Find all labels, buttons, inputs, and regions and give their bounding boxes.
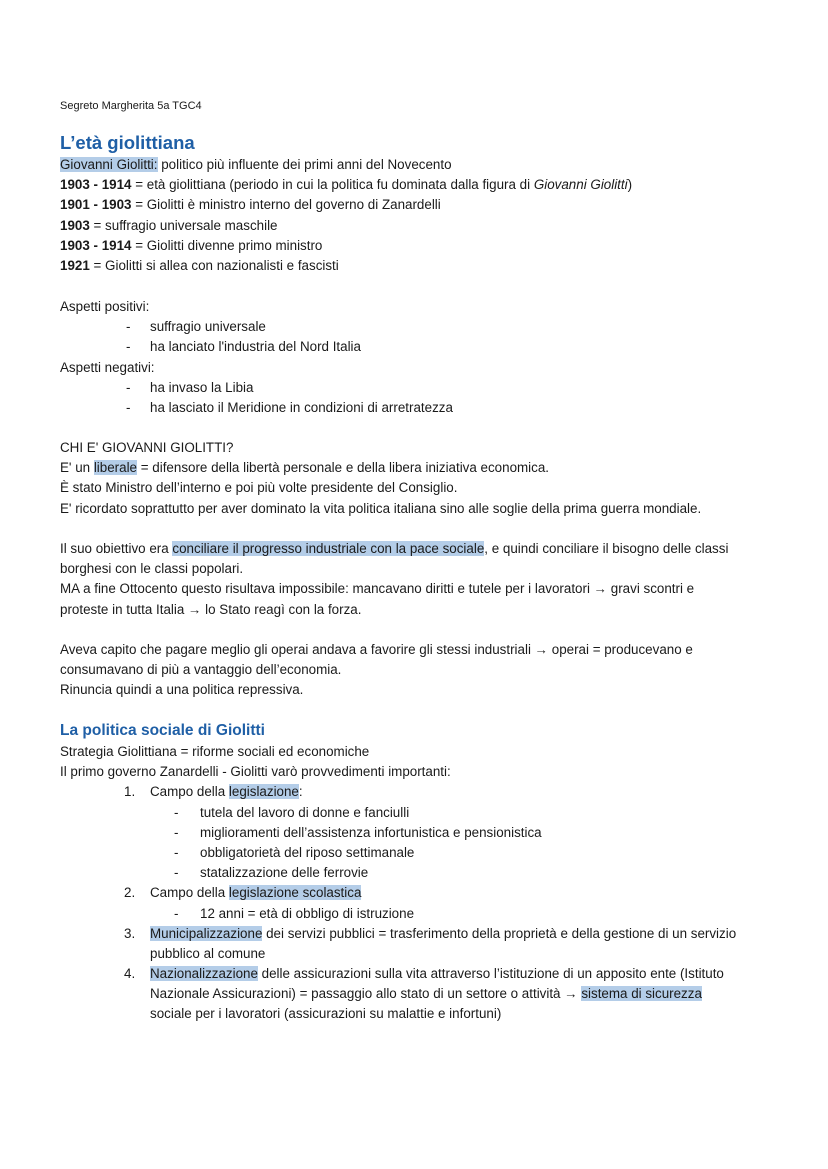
timeline-item: [60, 195, 788, 215]
numbered-item: [60, 924, 788, 944]
paragraph-line: [60, 458, 788, 478]
highlight: Giovanni Giolitti:: [60, 157, 158, 172]
author-line: Segreto Margherita 5a TGC4: [60, 100, 202, 112]
list-item: [60, 337, 788, 357]
text: Campo della: [150, 784, 229, 800]
highlight: Nazionalizzazione: [150, 966, 258, 982]
list-item: [60, 378, 788, 398]
text: ha lanciato l'industria del Nord Italia: [150, 339, 361, 355]
text: Nazionale Assicurazioni) = passaggio allo stato di un settore o attività →: [150, 986, 582, 1002]
dash: -: [126, 319, 131, 335]
paragraph-line: È stato Ministro dell’interno e poi più volte presidente del Consiglio.: [60, 480, 458, 496]
text: = Giolitti si allea con nazionalisti e fascisti: [89, 257, 339, 273]
item-continuation: pubblico al comune: [150, 945, 266, 961]
dash: -: [174, 865, 179, 881]
dash: -: [126, 339, 131, 355]
text: miglioramenti dell’assistenza infortunistica e pensionistica: [200, 824, 542, 840]
timeline-item: [60, 175, 788, 195]
date: 1903 - 1914: [60, 177, 132, 193]
highlight: sistema di sicurezza: [581, 986, 702, 1002]
text: E' un: [60, 460, 94, 476]
text: dei servizi pubblici = trasferimento della proprietà e della gestione di un servizio: [262, 925, 737, 941]
highlight: legislazione scolastica: [228, 885, 362, 901]
list-item: [60, 317, 788, 337]
date: 1903 - 1914: [60, 237, 132, 253]
sub-item: [60, 843, 788, 863]
paragraph-line: borghesi con le classi popolari.: [60, 561, 244, 577]
text: ): [627, 177, 633, 193]
paragraph-line: Aveva capito che pagare meglio gli operai andava a favorire gli stessi industriali → operai = producevano e: [60, 642, 693, 657]
timeline-item: [60, 216, 788, 236]
paragraph-line: [60, 539, 788, 559]
date: 1901 - 1903: [60, 197, 132, 213]
highlight: Municipalizzazione: [150, 925, 263, 941]
item-number: 3.: [124, 925, 136, 941]
highlight: liberale: [93, 460, 138, 476]
sub-item: [60, 863, 788, 883]
who-section: [60, 438, 788, 519]
paragraph-line: Strategia Giolittiana = riforme sociali ed economiche: [60, 744, 370, 759]
text: Campo della: [150, 885, 229, 901]
page-title: L’età giolittiana: [60, 132, 195, 153]
text: delle assicurazioni sulla vita attraverso l’istituzione di un apposito ente (Istituto: [257, 966, 724, 982]
aspects: [60, 297, 788, 418]
item-continuation: sociale per i lavoratori (assicurazioni su malattie e infortuni): [150, 1006, 502, 1022]
paragraph-line: MA a fine Ottocento questo risultava impossibile: mancavano diritti e tutele per i lavoratori → gravi scontri e: [60, 581, 695, 597]
section-title: La politica sociale di Giolitti: [60, 722, 265, 739]
numbered-item: [60, 964, 788, 984]
highlight: legislazione: [228, 784, 299, 800]
dash: -: [174, 804, 179, 820]
text: ha lasciato il Meridione in condizioni di arretratezza: [150, 399, 453, 415]
text: suffragio universale: [150, 319, 266, 335]
dash: -: [174, 844, 179, 860]
timeline-item: [60, 236, 788, 256]
date: 1903: [60, 217, 90, 233]
item-number: 2.: [124, 885, 136, 901]
understood-section: [60, 640, 788, 701]
highlight: conciliare il progresso industriale con la pace sociale: [172, 541, 485, 556]
paragraph-line: Il primo governo Zanardelli - Giolitti varò provvedimenti importanti:: [60, 764, 451, 780]
list-item: [60, 398, 788, 418]
text: :: [298, 784, 303, 800]
text: = difensore della libertà personale e della libera iniziativa economica.: [137, 460, 550, 476]
text: obbligatorietà del riposo settimanale: [200, 844, 415, 860]
paragraph-line: E' ricordato soprattutto per aver dominato la vita politica italiana sino alle soglie della prima guerra mondiale.: [60, 500, 702, 516]
text: , e quindi conciliare il bisogno delle classi: [484, 541, 729, 556]
item-continuation: [60, 984, 788, 1004]
dash: -: [174, 905, 179, 921]
text: = Giolitti è ministro interno del governo di Zanardelli: [131, 197, 441, 213]
timeline-item: [60, 256, 788, 276]
document-header: [60, 96, 788, 116]
text: ha invaso la Libia: [150, 379, 254, 395]
text: tutela del lavoro di donne e fanciulli: [200, 804, 410, 820]
sub-item: [60, 904, 788, 924]
sub-item: [60, 823, 788, 843]
text: = Giolitti divenne primo ministro: [131, 237, 323, 253]
text: Il suo obiettivo era: [60, 541, 173, 556]
date: 1921: [60, 257, 90, 273]
item-number: 4.: [124, 966, 136, 982]
sub-item: [60, 803, 788, 823]
goal-section: [60, 539, 788, 620]
positives-label: Aspetti positivi:: [60, 299, 150, 314]
social-policy-section: [60, 720, 788, 1025]
text: = età giolittiana (periodo in cui la politica fu dominata dalla figura di: [131, 177, 534, 193]
text: statalizzazione delle ferrovie: [200, 865, 369, 881]
section-intro: [60, 131, 788, 276]
negatives-label: Aspetti negativi:: [60, 359, 155, 375]
text: 12 anni = età di obbligo di istruzione: [200, 905, 415, 921]
paragraph-line: proteste in tutta Italia → lo Stato reagì con la forza.: [60, 601, 362, 617]
dash: -: [126, 399, 131, 415]
item-number: 1.: [124, 784, 136, 800]
dash: -: [174, 824, 179, 840]
text: politico più influente dei primi anni del Novecento: [157, 157, 452, 172]
italic-text: Giovanni Giolitti: [533, 177, 628, 193]
text: = suffragio universale maschile: [89, 217, 278, 233]
who-heading: CHI E' GIOVANNI GIOLITTI?: [60, 440, 234, 455]
dash: -: [126, 379, 131, 395]
paragraph-line: Rinuncia quindi a una politica repressiva.: [60, 682, 304, 698]
numbered-item: [60, 782, 788, 802]
numbered-item: [60, 883, 788, 903]
intro-line: [60, 155, 788, 175]
paragraph-line: consumavano di più a vantaggio dell’economia.: [60, 662, 342, 678]
